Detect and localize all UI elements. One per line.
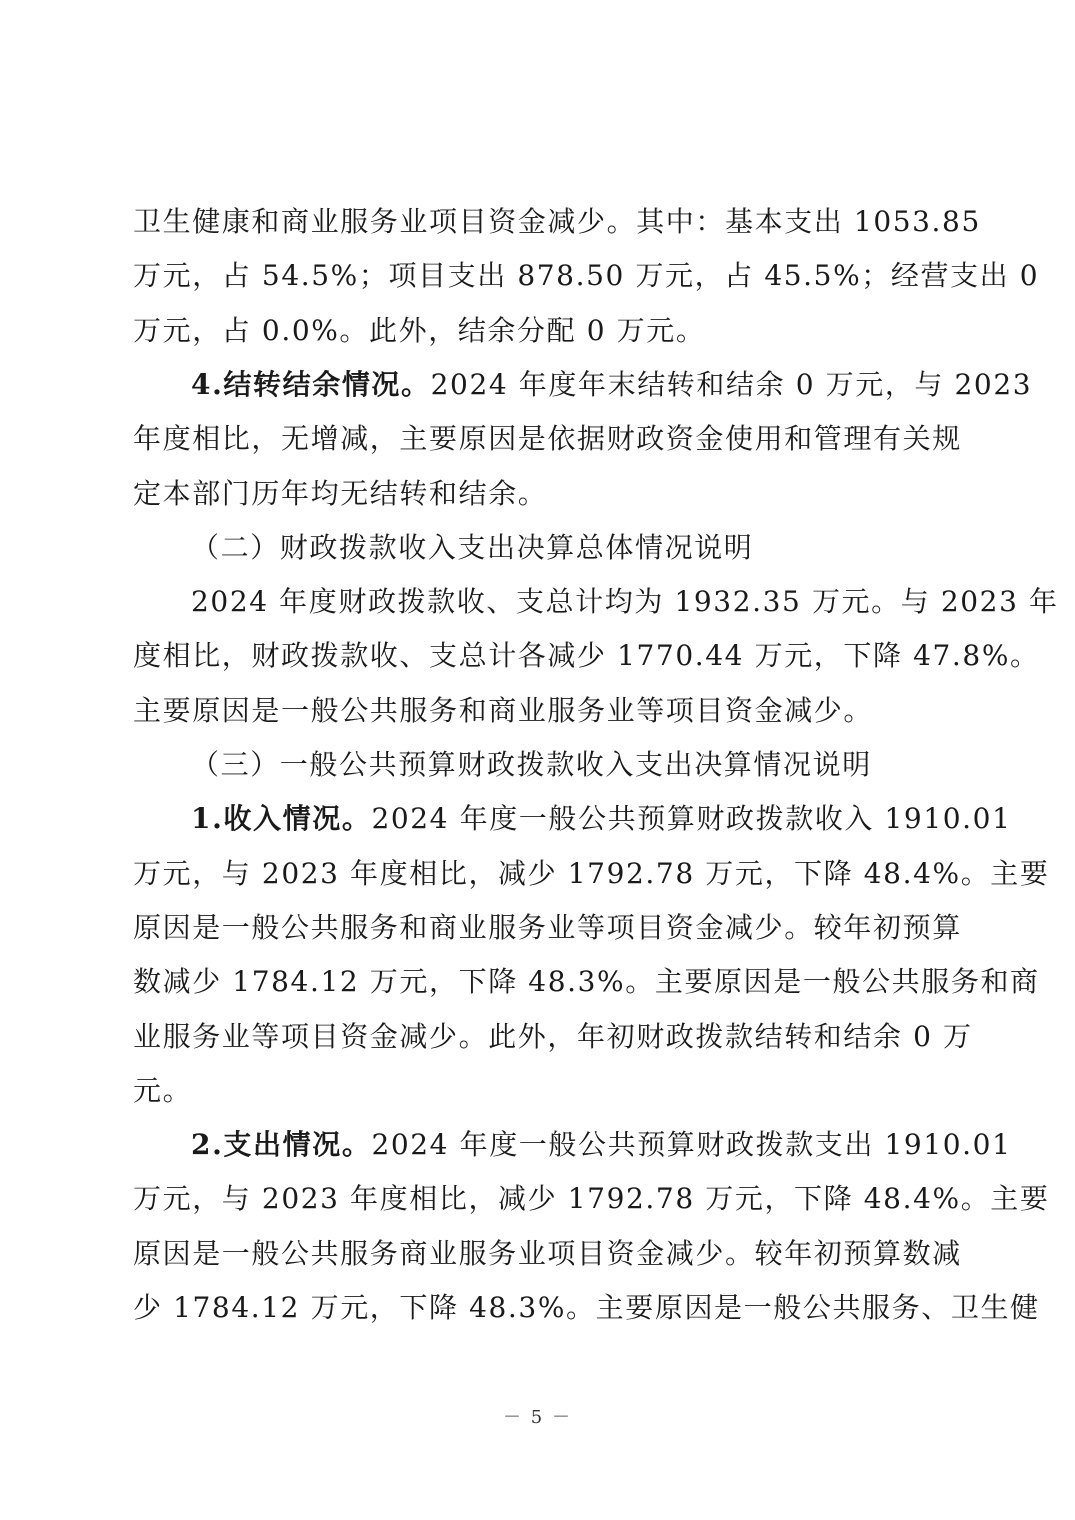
- line-text: 度相比，财政拨款收、支总计各减少 1770.44 万元，下降 47.8%。: [133, 639, 1040, 672]
- page-number: － 5 －: [503, 1407, 572, 1428]
- line-text: 少 1784.12 万元，下降 48.3%。主要原因是一般公共服务、卫生健: [133, 1291, 1040, 1324]
- text-line: [133, 1288, 1040, 1328]
- line-text: 数减少 1784.12 万元，下降 48.3%。主要原因是一般公共服务和商: [133, 965, 1040, 998]
- line-text: 万元，占 54.5%；项目支出 878.50 万元，占 45.5%；经营支出 0: [133, 259, 1040, 292]
- line-text: 元。: [133, 1074, 193, 1107]
- line-text: （三）一般公共预算财政拨款收入支出决算情况说明: [191, 748, 872, 781]
- text-line: [133, 1179, 1050, 1219]
- text-line: [133, 1234, 962, 1274]
- line-text: 主要原因是一般公共服务和商业服务业等项目资金减少。: [133, 694, 874, 727]
- line-text: 年度相比，无增减，主要原因是依据财政资金使用和管理有关规: [133, 422, 962, 455]
- line-text: 2024 年度财政拨款收、支总计均为 1932.35 万元。与 2023 年: [191, 585, 1059, 618]
- text-line: [133, 1017, 973, 1057]
- text-line: [191, 528, 945, 568]
- line-text: 万元，与 2023 年度相比，减少 1792.78 万元，下降 48.4%。主要: [133, 857, 1050, 890]
- line-text: 业服务业等项目资金减少。此外，年初财政拨款结转和结余 0 万: [133, 1020, 973, 1053]
- text-line: [191, 799, 1012, 839]
- line-text: 定本部门历年均无结转和结余。: [133, 477, 548, 510]
- text-line: [191, 745, 945, 785]
- text-line: [133, 202, 981, 242]
- paragraph-lead: 1.收入情况。: [191, 802, 372, 835]
- text-line: [133, 854, 1050, 894]
- text-line: [133, 311, 945, 351]
- text-line: [133, 419, 962, 459]
- text-line: [133, 256, 1040, 296]
- line-text: 2024 年度一般公共预算财政拨款收入 1910.01: [371, 802, 1012, 835]
- line-text: 卫生健康和商业服务业项目资金减少。其中：基本支出 1053.85: [133, 205, 981, 238]
- text-line: [133, 1071, 945, 1111]
- text-line: [191, 365, 1033, 405]
- paragraph-lead: 4.结转结余情况。: [191, 368, 431, 401]
- line-text: （二）财政拨款收入支出决算总体情况说明: [191, 531, 754, 564]
- line-text: 原因是一般公共服务和商业服务业等项目资金减少。较年初预算: [133, 911, 962, 944]
- text-line: [133, 474, 945, 514]
- line-text: 万元，与 2023 年度相比，减少 1792.78 万元，下降 48.4%。主要: [133, 1182, 1050, 1215]
- text-line: [133, 636, 1040, 676]
- line-text: 万元，占 0.0%。此外，结余分配 0 万元。: [133, 314, 706, 347]
- line-text: 原因是一般公共服务商业服务业项目资金减少。较年初预算数减: [133, 1237, 962, 1270]
- text-line: [133, 691, 945, 731]
- text-line: [191, 582, 1059, 622]
- paragraph-lead: 2.支出情况。: [191, 1128, 372, 1161]
- line-text: 2024 年度一般公共预算财政拨款支出 1910.01: [371, 1128, 1012, 1161]
- text-line: [191, 1125, 1012, 1165]
- line-text: 2024 年度年末结转和结余 0 万元，与 2023: [430, 368, 1033, 401]
- text-line: [133, 962, 1040, 1002]
- text-line: [133, 908, 962, 948]
